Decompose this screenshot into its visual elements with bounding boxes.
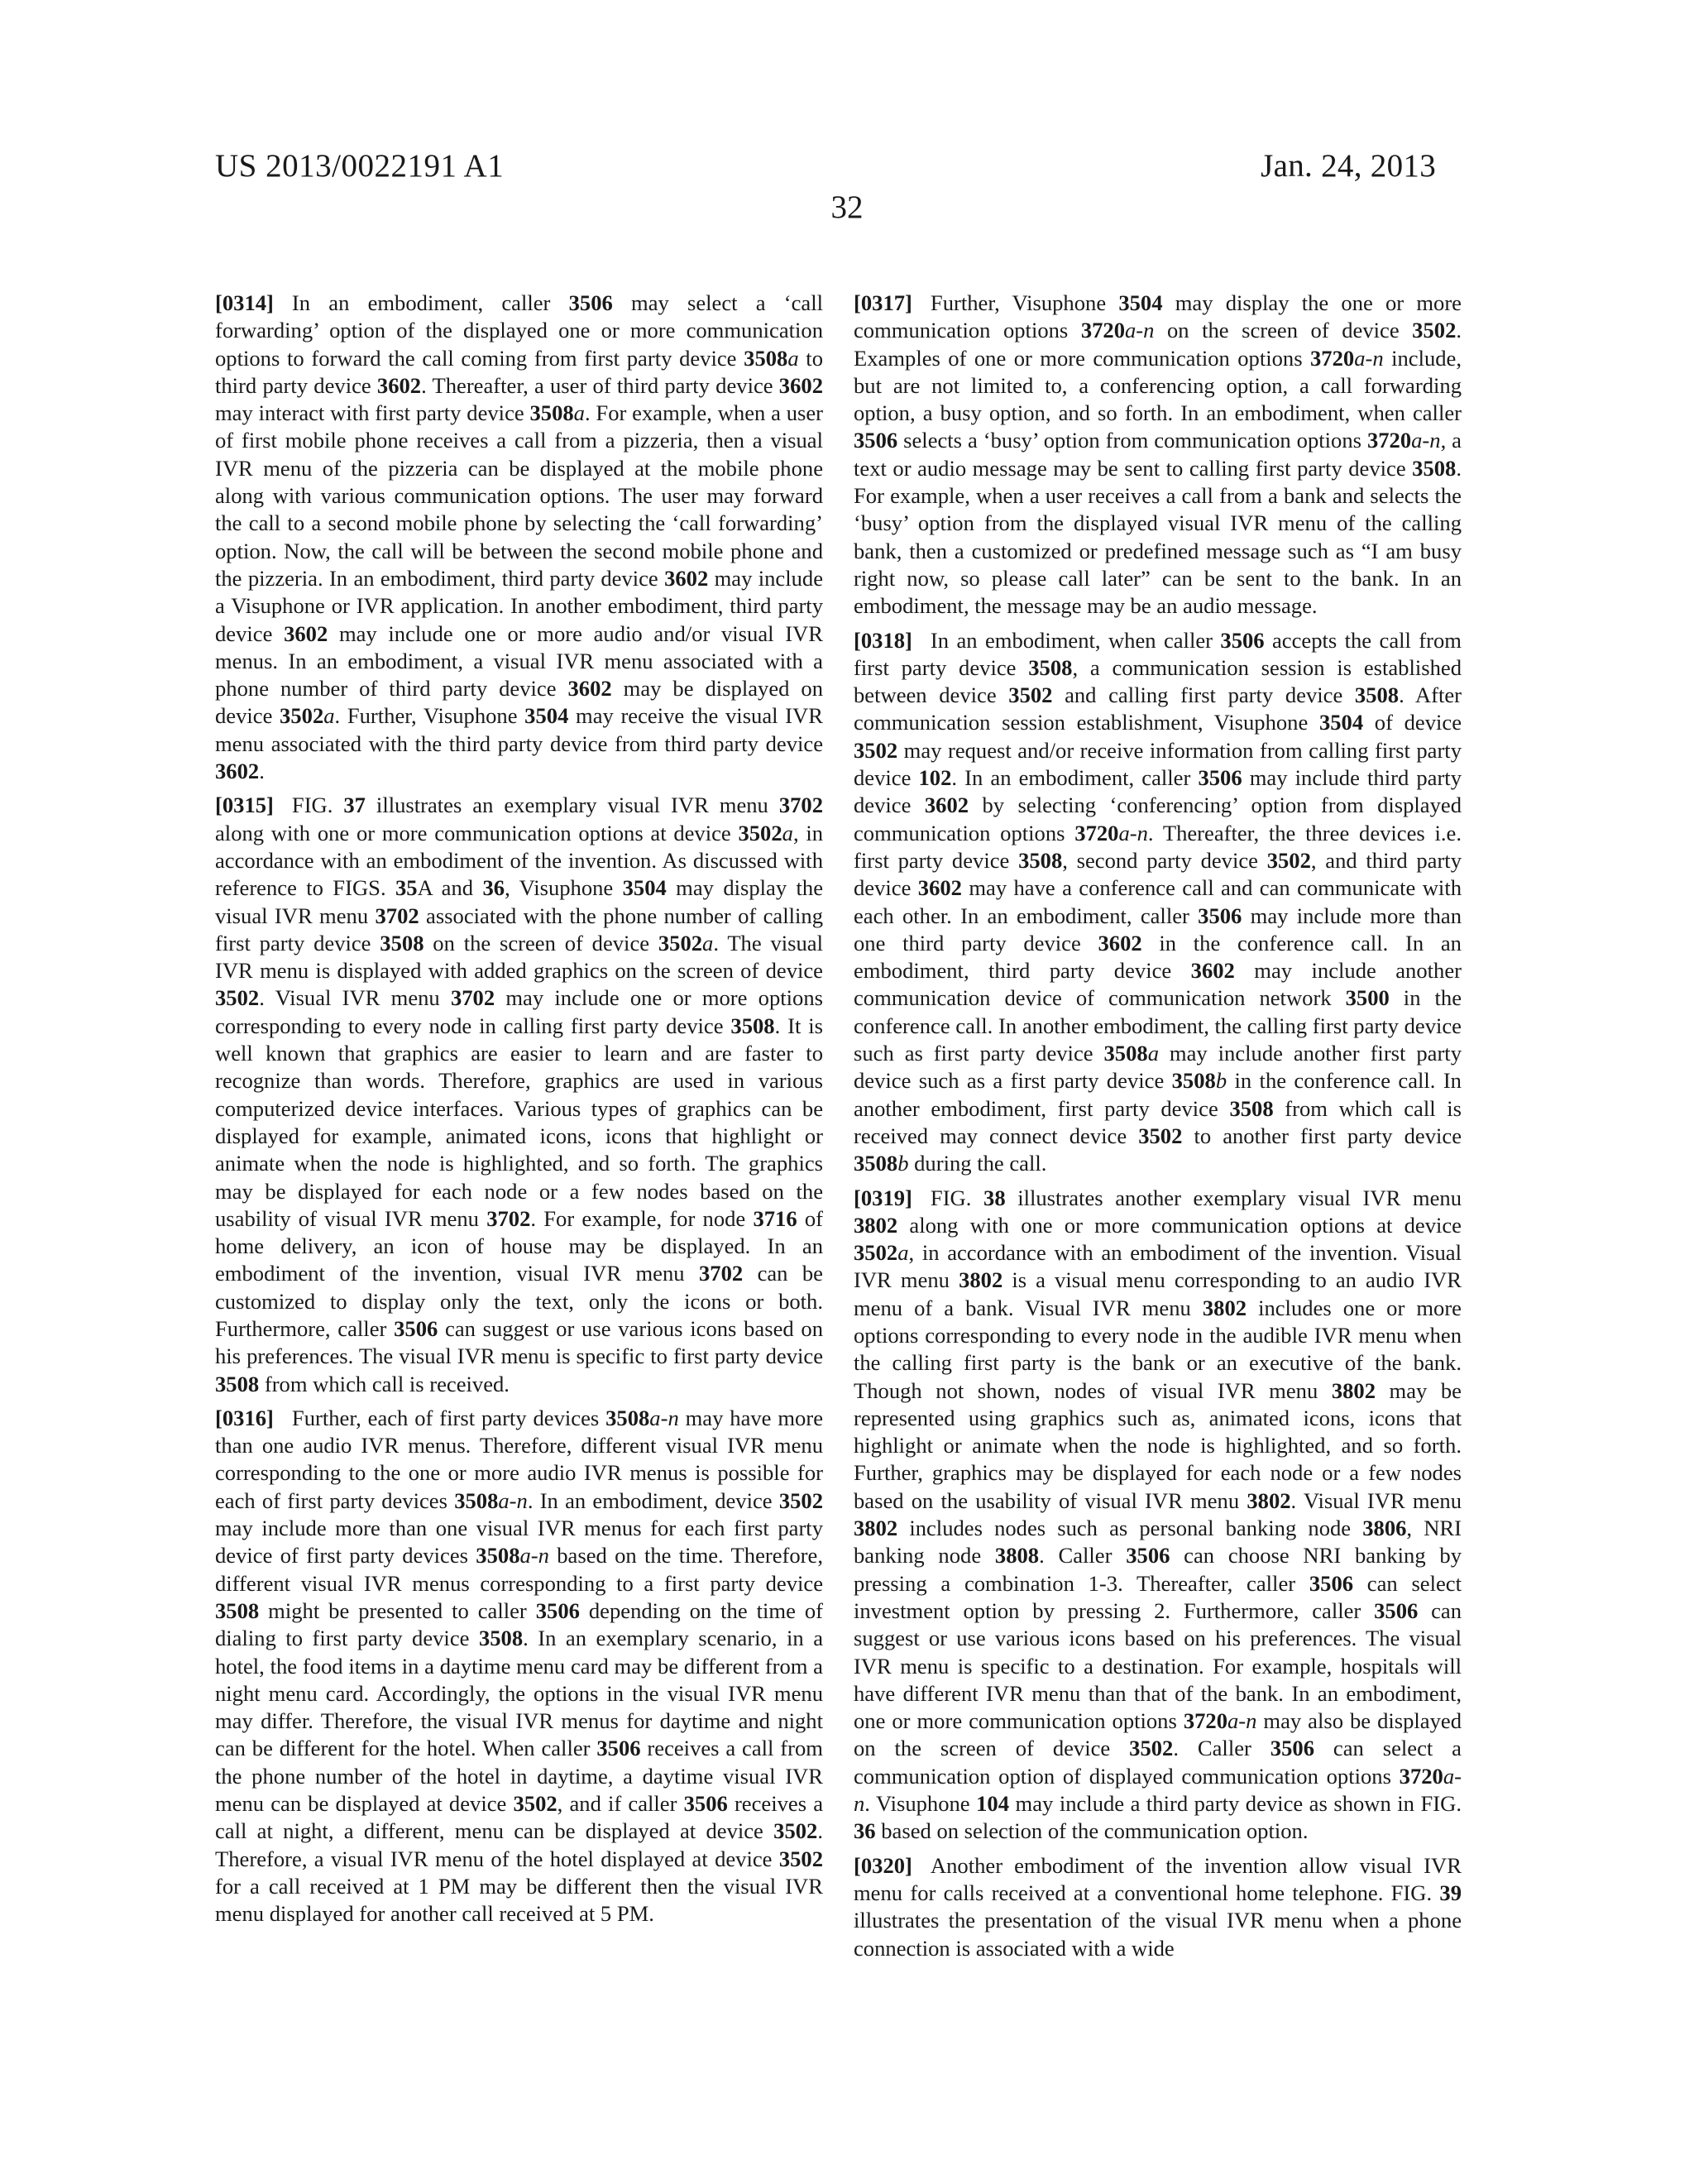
paragraph-number: [0319]	[854, 1185, 912, 1210]
paragraph-number: [0315]	[215, 793, 274, 818]
paragraph-text: In an embodiment, when caller 3506 accepts the call from first party device 3508, a communication session is established between device 3502 and calling first party device 3508. After communication session establishment, Visuphone 3504 of device 3502 may request and/or receive information from calling first party device 102. In an embodiment, caller 3506 may include third party device 3602 by selecting ‘conferencing’ option from displayed communication options 3720a-n. Thereafter, the three devices i.e. first party device 3508, second party device 3502, and third party device 3602 may have a conference call and can communicate with each other. In an embodiment, caller 3506 may include more than one third party device 3602 in the conference call. In an embodiment, third party device 3602 may include another communication device of communication network 3500 in the conference call. In another embodiment, the calling first party device such as first party device 3508a may include another first party device such as a first party device 3508b in the conference call. In another embodiment, first party device 3508 from which call is received may connect device 3502 to another first party device 3508b during the call.	[854, 627, 1462, 1176]
paragraph	[854, 1852, 1462, 1962]
left-column	[215, 290, 823, 1935]
paragraph-number: [0320]	[854, 1852, 912, 1878]
paragraph	[215, 1405, 823, 1928]
paragraph-number: [0316]	[215, 1405, 274, 1430]
paragraph-text: In an embodiment, caller 3506 may select a ‘call forwarding’ option of the displayed one or more communication options to forward the call coming from first party device 3508a to third party device 3602. Thereafter, a user of third party device 3602 may interact with first party device 3508a. For example, when a user of first mobile phone receives a call from a pizzeria, then a visual IVR menu of the pizzeria can be displayed at the mobile phone along with various communication options. The user may forward the call to a second mobile phone by selecting the ‘call forwarding’ option. Now, the call will be between the second mobile phone and the pizzeria. In an embodiment, third party device 3602 may include a Visuphone or IVR application. In another embodiment, third party device 3602 may include one or more audio and/or visual IVR menus. In an embodiment, a visual IVR menu associated with a phone number of third party device 3602 may be displayed on device 3502a. Further, Visuphone 3504 may receive the visual IVR menu associated with the third party device from third party device 3602.	[215, 290, 824, 784]
paragraph-text: Further, Visuphone 3504 may display the one or more communication options 3720a-n on the screen of device 3502. Examples of one or more communication options 3720a-n include, but are not limited to, a conferencing option, a call forwarding option, a busy option, and so forth. In an embodiment, when caller 3506 selects a ‘busy’ option from communication options 3720a-n, a text or audio message may be sent to calling first party device 3508. For example, when a user receives a call from a bank and selects the ‘busy’ option from the displayed visual IVR menu of the calling bank, then a customized or predefined message such as “I am busy right now, so please call later” can be sent to the bank. In an embodiment, the message may be an audio message.	[854, 290, 1462, 619]
paragraph	[215, 792, 823, 1398]
publication-date: Jan. 24, 2013	[1261, 148, 1436, 184]
paragraph	[854, 1185, 1462, 1846]
right-column	[854, 290, 1462, 1969]
paragraph-text: Another embodiment of the invention allow visual IVR menu for calls received at a conventional home telephone. FIG. 39 illustrates the presentation of the visual IVR menu when a phone connection is associated with a wide	[854, 1852, 1462, 1961]
publication-number: US 2013/0022191 A1	[215, 148, 505, 184]
paragraph-number: [0317]	[854, 290, 912, 315]
paragraph-text: FIG. 38 illustrates another exemplary visual IVR menu 3802 along with one or more communication options at device 3502a, in accordance with an embodiment of the invention. Visual IVR menu 3802 is a visual menu corresponding to an audio IVR menu of a bank. Visual IVR menu 3802 includes one or more options corresponding to every node in the audible IVR menu when the calling first party is the bank or an executive of the bank. Though not shown, nodes of visual IVR menu 3802 may be represented using graphics such as, animated icons, icons that highlight or animate when the node is highlighted, and so forth. Further, graphics may be displayed for each node or a few nodes based on the usability of visual IVR menu 3802. Visual IVR menu 3802 includes nodes such as personal banking node 3806, NRI banking node 3808. Caller 3506 can choose NRI banking by pressing a combination 1-3. Thereafter, caller 3506 can select investment option by pressing 2. Furthermore, caller 3506 can suggest or use various icons based on his preferences. The visual IVR menu is specific to a destination. For example, hospitals will have different IVR menu than that of the bank. In an embodiment, one or more communication options 3720a-n may also be displayed on the screen of device 3502. Caller 3506 can select a communication option of displayed communication options 3720a-n. Visuphone 104 may include a third party device as shown in FIG. 36 based on selection of the communication option.	[854, 1185, 1462, 1844]
paragraph	[215, 290, 823, 785]
paragraph	[854, 290, 1462, 620]
paragraph-number: [0314]	[215, 290, 274, 315]
paragraph-number: [0318]	[854, 627, 912, 653]
paragraph-text: Further, each of first party devices 3508a-n may have more than one audio IVR menus. Therefore, different visual IVR menu corresponding to the one or more audio IVR menus is possible for each of first party devices 3508a-n. In an embodiment, device 3502 may include more than one visual IVR menus for each first party device of first party devices 3508a-n based on the time. Therefore, different visual IVR menus corresponding to a first party device 3508 might be presented to caller 3506 depending on the time of dialing to first party device 3508. In an exemplary scenario, in a hotel, the food items in a daytime menu card may be different from a night menu card. Accordingly, the options in the visual IVR menu may differ. Therefore, the visual IVR menus for daytime and night can be different for the hotel. When caller 3506 receives a call from the phone number of the hotel in daytime, a daytime visual IVR menu can be displayed at device 3502, and if caller 3506 receives a call at night, a different, menu can be displayed at device 3502. Therefore, a visual IVR menu of the hotel displayed at device 3502 for a call received at 1 PM may be different then the visual IVR menu displayed for another call received at 5 PM.	[215, 1405, 823, 1927]
page-number: 32	[830, 189, 864, 225]
paragraph-text: FIG. 37 illustrates an exemplary visual IVR menu 3702 along with one or more communication options at device 3502a, in accordance with an embodiment of the invention. As discussed with reference to FIGS. 35A and 36, Visuphone 3504 may display the visual IVR menu 3702 associated with the phone number of calling first party device 3508 on the screen of device 3502a. The visual IVR menu is displayed with added graphics on the screen of device 3502. Visual IVR menu 3702 may include one or more options corresponding to every node in calling first party device 3508. It is well known that graphics are easier to learn and are faster to recognize than words. Therefore, graphics are used in various computerized device interfaces. Various types of graphics can be displayed for example, animated icons, icons that highlight or animate when the node is highlighted, and so forth. The graphics may be displayed for each node or a few nodes based on the usability of visual IVR menu 3702. For example, for node 3716 of home delivery, an icon of house may be displayed. In an embodiment of the invention, visual IVR menu 3702 can be customized to display only the text, only the icons or both. Furthermore, caller 3506 can suggest or use various icons based on his preferences. The visual IVR menu is specific to first party device 3508 from which call is received.	[215, 793, 824, 1396]
paragraph	[854, 627, 1462, 1178]
